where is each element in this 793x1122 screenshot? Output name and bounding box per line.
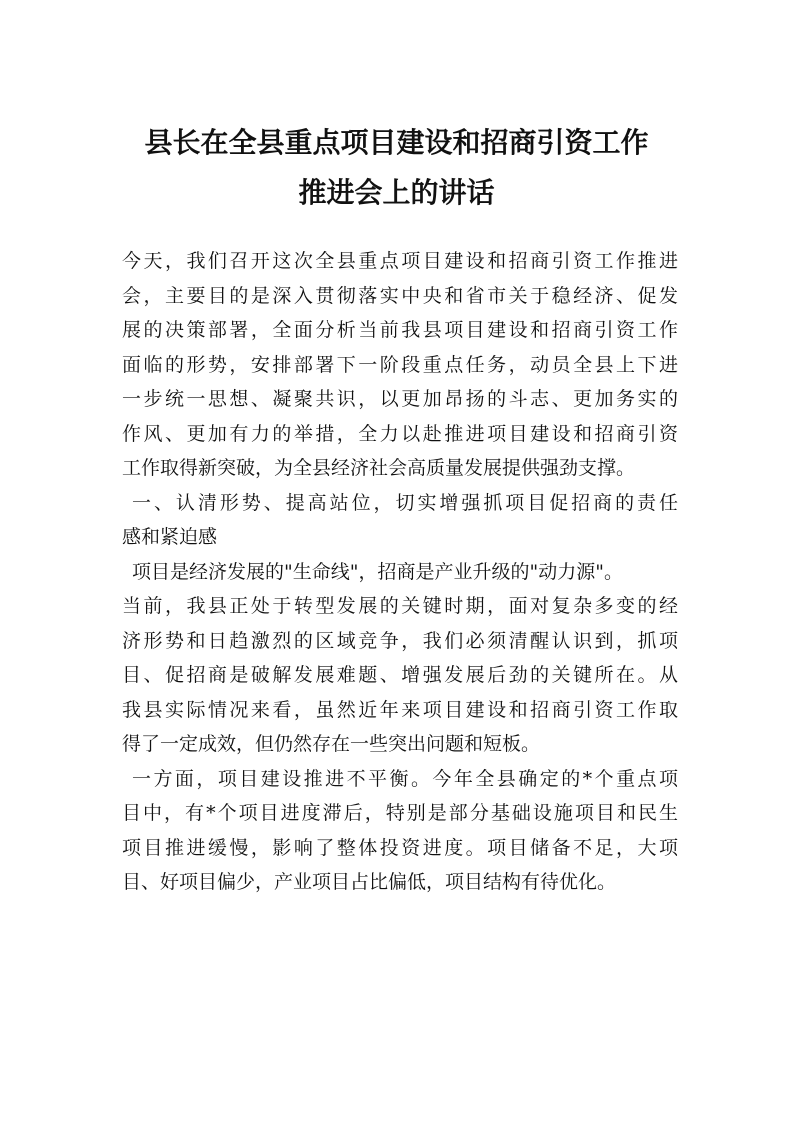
- body-line-3: 展的决策部署，全面分析当前我县项目建设和招商引资工作: [122, 319, 678, 341]
- body-line-11: 当前，我县正处于转型发展的关键时期，面对复杂多变的经: [122, 595, 678, 617]
- body-line-13: 目、促招商是破解发展难题、增强发展后劲的关键所在。从: [122, 664, 678, 686]
- section-heading-line-1: 一、认清形势、提高站位，切实增强抓项目促招商的责任: [132, 491, 678, 514]
- document-body: [122, 244, 678, 900]
- body-line-12: 济形势和日趋激烈的区域竞争，我们必须清醒认识到，抓项: [122, 629, 678, 652]
- body-line-5: 一步统一思想、凝聚共识，以更加昂扬的斗志、更加务实的: [122, 388, 678, 410]
- body-line-6: 作风、更加有力的举措，全力以赴推进项目建设和招商引资: [122, 422, 678, 445]
- body-line-18: 项目推进缓慢，影响了整体投资进度。项目储备不足，大项: [122, 836, 678, 859]
- body-line-17: 目中，有*个项目进度滞后，特别是部分基础设施项目和民生: [122, 802, 678, 824]
- body-line-15: 得了一定成效，但仍然存在一些突出问题和短板。: [122, 733, 541, 755]
- body-line-4: 面临的形势，安排部署下一阶段重点任务，动员全县上下进: [122, 353, 678, 376]
- body-line-16: 一方面，项目建设推进不平衡。今年全县确定的*个重点项: [132, 767, 678, 790]
- body-line-10: 项目是经济发展的"生命线"，招商是产业升级的"动力源"。: [132, 560, 623, 583]
- body-line-7: 工作取得新突破，为全县经济社会高质量发展提供强劲支撑。: [122, 457, 636, 479]
- body-line-2: 会，主要目的是深入贯彻落实中央和省市关于稳经济、促发: [122, 284, 678, 307]
- document-title-line-1: 县长在全县重点项目建设和招商引资工作: [144, 126, 649, 159]
- body-line-1: 今天，我们召开这次全县重点项目建设和招商引资工作推进: [122, 250, 678, 272]
- body-line-14: 我县实际情况来看，虽然近年来项目建设和招商引资工作取: [122, 698, 678, 721]
- document-title-line-2: 推进会上的讲话: [298, 176, 495, 209]
- section-heading-line-2: 感和紧迫感: [122, 526, 218, 548]
- body-line-19: 目、好项目偏少，产业项目占比偏低，项目结构有待优化。: [122, 871, 617, 893]
